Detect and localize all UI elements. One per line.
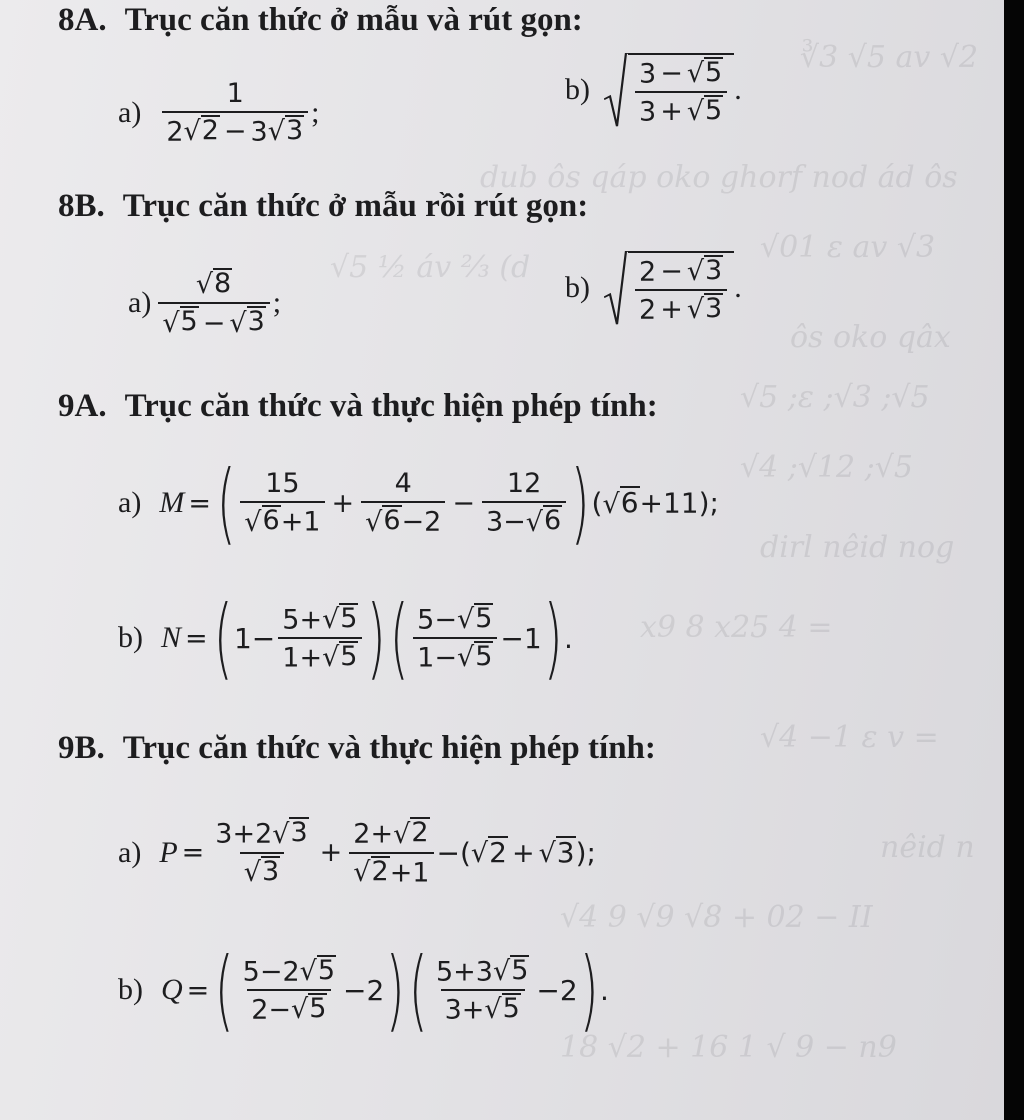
numerator: 2 − √ 3	[639, 254, 723, 287]
exercise-instruction: Trục căn thức và thực hiện phép tính:	[122, 730, 656, 766]
denominator	[162, 111, 308, 147]
right-paren: )	[386, 938, 405, 1041]
fraction	[162, 78, 308, 147]
radicand: 3	[285, 115, 304, 146]
bleed-through: ∛3 √5 av √2	[800, 40, 979, 75]
term: −2	[536, 973, 578, 1007]
numerator: 5+3 √ 5	[436, 954, 529, 987]
left-paren: (	[216, 451, 236, 554]
right-paren: )	[570, 451, 590, 554]
numerator: 12	[506, 468, 542, 500]
square-root: √ 3	[267, 115, 304, 148]
denominator: √ 6 +1	[240, 501, 324, 537]
denominator: 2− √ 5	[247, 989, 331, 1025]
exercise-9B-heading	[58, 730, 656, 767]
variable: N	[161, 621, 182, 654]
bleed-through: √5 ;ε ;√3 ;√5	[740, 380, 930, 415]
exercise-number: 9A.	[58, 388, 107, 424]
punctuation: .	[734, 271, 742, 304]
part-label: a)	[118, 95, 142, 129]
variable: M	[159, 486, 185, 519]
equals-sign: =	[185, 622, 208, 654]
exercise-8B-heading	[58, 188, 588, 225]
part-label: b)	[118, 621, 143, 654]
fraction	[211, 817, 312, 888]
coefficient: 3	[250, 116, 268, 148]
square-root: √ 2	[183, 115, 219, 148]
exercise-number: 8B.	[58, 188, 105, 224]
bleed-through: √4 −1 ε v =	[760, 720, 939, 755]
exercise-8B-part-a	[128, 268, 281, 339]
bleed-through: dirl nêid nog	[760, 530, 955, 565]
exercise-instruction: Trục căn thức ở mẫu và rút gọn:	[124, 2, 583, 38]
numerator: 3 − √ 5	[639, 56, 723, 89]
bleed-through: ôs oko qâx	[790, 320, 951, 355]
bleed-through: 18 √2 + 16 1 √ 9 − n9	[560, 1030, 897, 1065]
fraction	[361, 468, 445, 537]
right-paren: )	[543, 586, 563, 689]
radicand: 2	[201, 115, 219, 146]
fraction	[158, 268, 269, 339]
part-label: b)	[565, 271, 590, 304]
numerator: 5−2 √ 5	[242, 954, 336, 987]
numerator: 15	[265, 468, 300, 500]
term: 1−	[233, 621, 276, 655]
equals-sign: =	[188, 487, 211, 519]
bleed-through: dub ôs qáp oko ghorf nod ád ôs	[480, 160, 958, 195]
exercise-number: 9B.	[58, 730, 105, 766]
left-paren: (	[389, 586, 409, 689]
punctuation: .	[564, 621, 573, 655]
operator: −	[452, 487, 475, 519]
exercise-instruction: Trục căn thức và thực hiện phép tính:	[124, 388, 658, 424]
bleed-through: nêid n	[880, 830, 975, 865]
right-paren: )	[579, 938, 599, 1041]
numerator: 4	[394, 468, 412, 500]
punctuation: .	[734, 73, 742, 106]
exercise-number: 8A.	[58, 2, 107, 38]
exercise-9A-part-a	[118, 448, 719, 558]
bleed-through: √5 ½ áv ⅔ (d	[330, 250, 531, 285]
fraction	[240, 468, 324, 537]
fraction	[635, 57, 727, 128]
exercise-8A-part-b	[565, 30, 742, 150]
variable: Q	[161, 973, 183, 1006]
part-label: a)	[128, 286, 152, 320]
part-label: b)	[565, 73, 590, 106]
fraction	[349, 817, 433, 888]
denominator: 3+ √ 5	[441, 989, 525, 1025]
term: −2	[343, 973, 385, 1007]
equals-sign: =	[181, 837, 205, 868]
part-label: a)	[118, 486, 142, 519]
punctuation: .	[600, 973, 609, 1007]
bleed-through: √01 ε av √3	[760, 230, 936, 265]
numerator: 5− √ 5	[417, 602, 493, 635]
numerator: 5+ √ 5	[282, 602, 358, 635]
denominator: 1+ √ 5	[278, 637, 362, 673]
denominator: 2 + √ 3	[635, 289, 727, 325]
left-paren: (	[408, 938, 428, 1041]
coefficient: 2	[166, 116, 184, 148]
operator: +	[331, 487, 355, 519]
bleed-through: √4 ;√12 ;√5	[740, 450, 913, 485]
right-paren: )	[367, 586, 387, 689]
fraction	[432, 955, 533, 1026]
denominator: 1− √ 5	[413, 637, 497, 673]
fraction	[278, 603, 362, 674]
variable: P	[159, 835, 178, 869]
punctuation: ;	[311, 95, 320, 129]
punctuation: ;	[272, 286, 282, 320]
fraction	[635, 255, 727, 326]
part-label: a)	[118, 835, 142, 869]
term: −( √ 2 + √ 3 );	[436, 835, 596, 870]
left-paren: (	[215, 938, 234, 1041]
bleed-through: √4 9 √9 √8 + 02 − II	[560, 900, 873, 935]
numerator: 1	[226, 78, 244, 109]
term: −1	[500, 621, 542, 655]
square-root	[604, 53, 734, 128]
exercise-9B-part-b	[118, 935, 609, 1045]
exercise-8A-heading	[58, 2, 583, 39]
operator: +	[319, 837, 343, 868]
page-edge-shadow	[1004, 0, 1024, 1120]
exercise-8B-part-b	[565, 228, 742, 348]
fraction	[239, 955, 340, 1026]
operator: −	[223, 116, 247, 148]
exercise-9A-part-b	[118, 583, 573, 693]
exercise-9A-heading	[58, 388, 658, 425]
fraction	[482, 468, 566, 537]
numerator: 3+2 √ 3	[215, 817, 308, 850]
part-label: b)	[118, 973, 143, 1006]
denominator: 3 + √ 5	[635, 91, 727, 127]
denominator: √ 6 −2	[361, 501, 445, 537]
denominator: 3− √ 6	[482, 501, 566, 537]
exercise-instruction: Trục căn thức ở mẫu rồi rút gọn:	[122, 188, 589, 224]
left-paren: (	[213, 586, 233, 689]
factor: ( √ 6 +11);	[591, 486, 719, 520]
denominator: √ 5 − √ 3	[158, 302, 269, 338]
equals-sign: =	[186, 974, 210, 1006]
bleed-through: x9 8 x25 4 =	[640, 610, 833, 645]
exercise-8A-part-a	[118, 78, 319, 147]
numerator: 2+ √ 2	[353, 817, 429, 850]
numerator: √ 8	[195, 268, 232, 301]
square-root	[604, 251, 734, 326]
exercise-9B-part-a	[118, 800, 596, 905]
fraction	[413, 603, 497, 674]
denominator: √ 2 +1	[349, 852, 433, 888]
denominator: √ 3	[240, 852, 284, 888]
